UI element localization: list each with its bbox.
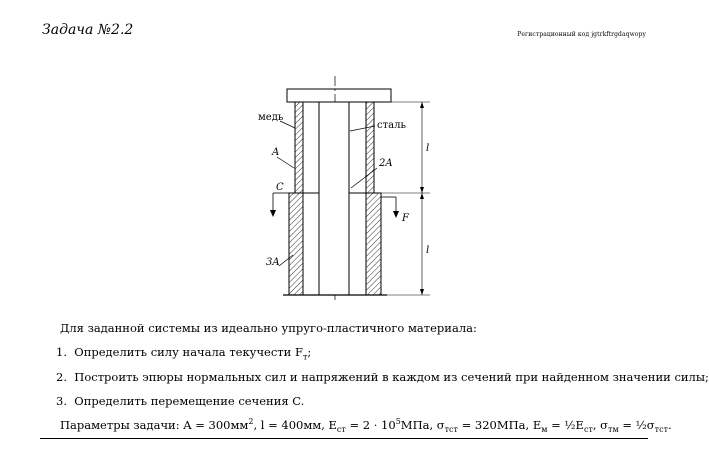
force-f-arrow <box>393 211 399 218</box>
copper-upper-right <box>366 102 374 193</box>
copper-upper-left <box>295 102 303 193</box>
intro-text: Для заданной системы из идеально упруго-пластичного материала: <box>60 321 477 335</box>
label-steel: сталь <box>377 120 406 131</box>
copper-lower-right <box>366 193 381 295</box>
label-length-top: l <box>426 143 430 154</box>
label-length-bottom: l <box>426 245 430 256</box>
task-item-1: 1. Определить силу начала текучести $F_т$; <box>56 345 312 362</box>
label-force-f: F <box>402 213 409 224</box>
problem-title: Задача №2.2 <box>42 22 134 38</box>
task-item-3: 3. Определить перемещение сечения C. <box>56 394 305 408</box>
task-item-2: 2. Построить эпюры нормальных сил и напряжений в каждом из сечений при найденном значении силы; <box>56 370 709 384</box>
parameters-line: Параметры задачи: $A = 300мм^2$, l = 400мм, $E_{ст} = 2 \cdot 10^5МПа$, $\sigma_{тст} = 320МПа$, $E_м$ = $\frac{1}{2}E_{ст}$, $\sigma_{тм}$ = $\frac{1}{2}\sigma_{тст}$. <box>60 417 672 435</box>
label-copper: медь <box>258 112 284 123</box>
label-area-2a: 2A <box>379 158 393 169</box>
steel-rod <box>319 102 349 295</box>
label-area-3a: 3A <box>266 257 280 268</box>
section-c-arrow <box>270 210 276 217</box>
copper-lower-left <box>289 193 303 295</box>
label-section-c: C <box>276 182 284 193</box>
label-area-a: A <box>272 147 280 158</box>
registration-code: Регистрационный код jgtrkftrgdaqwopy <box>517 31 646 38</box>
bottom-rule <box>40 438 648 439</box>
top-plate <box>287 89 391 102</box>
